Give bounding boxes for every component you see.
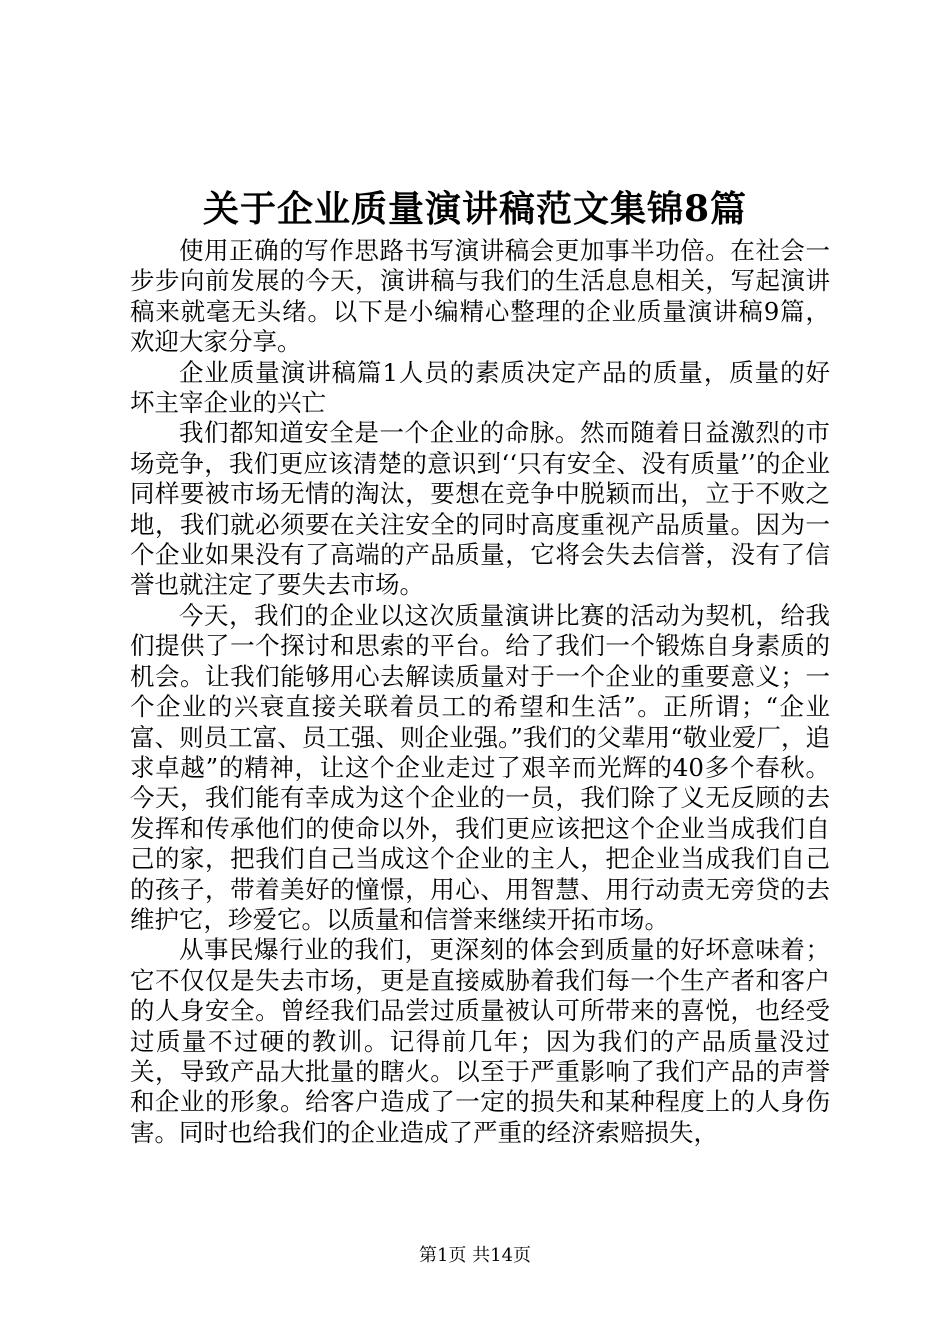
- paragraph: 我们都知道安全是一个企业的命脉。然而随着日益激烈的市场竞争，我们更应该清楚的意识到‘‘只有安全、没有质量’’的企业同样要被市场无情的淘汰，要想在竞争中脱颖而出，立于不败之地，我们就必须要在关注安全的同时高度重视产品质量。因为一个企业如果没有了高端的产品质量，它将会失去信誉，没有了信誉也就注定了要失去市场。: [130, 418, 830, 600]
- page-footer: 第1页 共14页: [418, 1245, 532, 1266]
- document-title: 关于企业质量演讲稿范文集锦8篇: [202, 188, 748, 230]
- paragraph-intro: 使用正确的写作思路书写演讲稿会更加事半功倍。在社会一步步向前发展的今天，演讲稿与我们的生活息息相关，写起演讲稿来就毫无头绪。以下是小编精心整理的企业质量演讲稿9篇，欢迎大家分享。: [130, 236, 830, 357]
- document-body: [130, 236, 830, 1148]
- paragraph-section-heading: 企业质量演讲稿篇1人员的素质决定产品的质量，质量的好坏主宰企业的兴亡: [130, 357, 830, 418]
- paragraph: 从事民爆行业的我们，更深刻的体会到质量的好坏意味着；它不仅仅是失去市场，更是直接威胁着我们每一个生产者和客户的人身安全。曾经我们品尝过质量被认可所带来的喜悦，也经受过质量不过硬的教训。记得前几年；因为我们的产品质量没过关，导致产品大批量的瞎火。以至于严重影响了我们产品的声誉和企业的形象。给客户造成了一定的损失和某种程度上的人身伤害。同时也给我们的企业造成了严重的经济索赔损失，: [130, 935, 830, 1147]
- paragraph: 今天，我们的企业以这次质量演讲比赛的活动为契机，给我们提供了一个探讨和思索的平台。给了我们一个锻炼自身素质的机会。让我们能够用心去解读质量对于一个企业的重要意义；一个企业的兴衰直接关联着员工的希望和生活”。正所谓；“企业富、则员工富、员工强、则企业强。”我们的父辈用“敬业爱厂，追求卓越”的精神，让这个企业走过了艰辛而光辉的40多个春秋。今天，我们能有幸成为这个企业的一员，我们除了义无反顾的去发挥和传承他们的使命以外，我们更应该把这个企业当成我们自己的家，把我们自己当成这个企业的主人，把企业当成我们自己的孩子，带着美好的憧憬，用心、用智慧、用行动责无旁贷的去维护它，珍爱它。以质量和信誉来继续开拓市场。: [130, 600, 830, 934]
